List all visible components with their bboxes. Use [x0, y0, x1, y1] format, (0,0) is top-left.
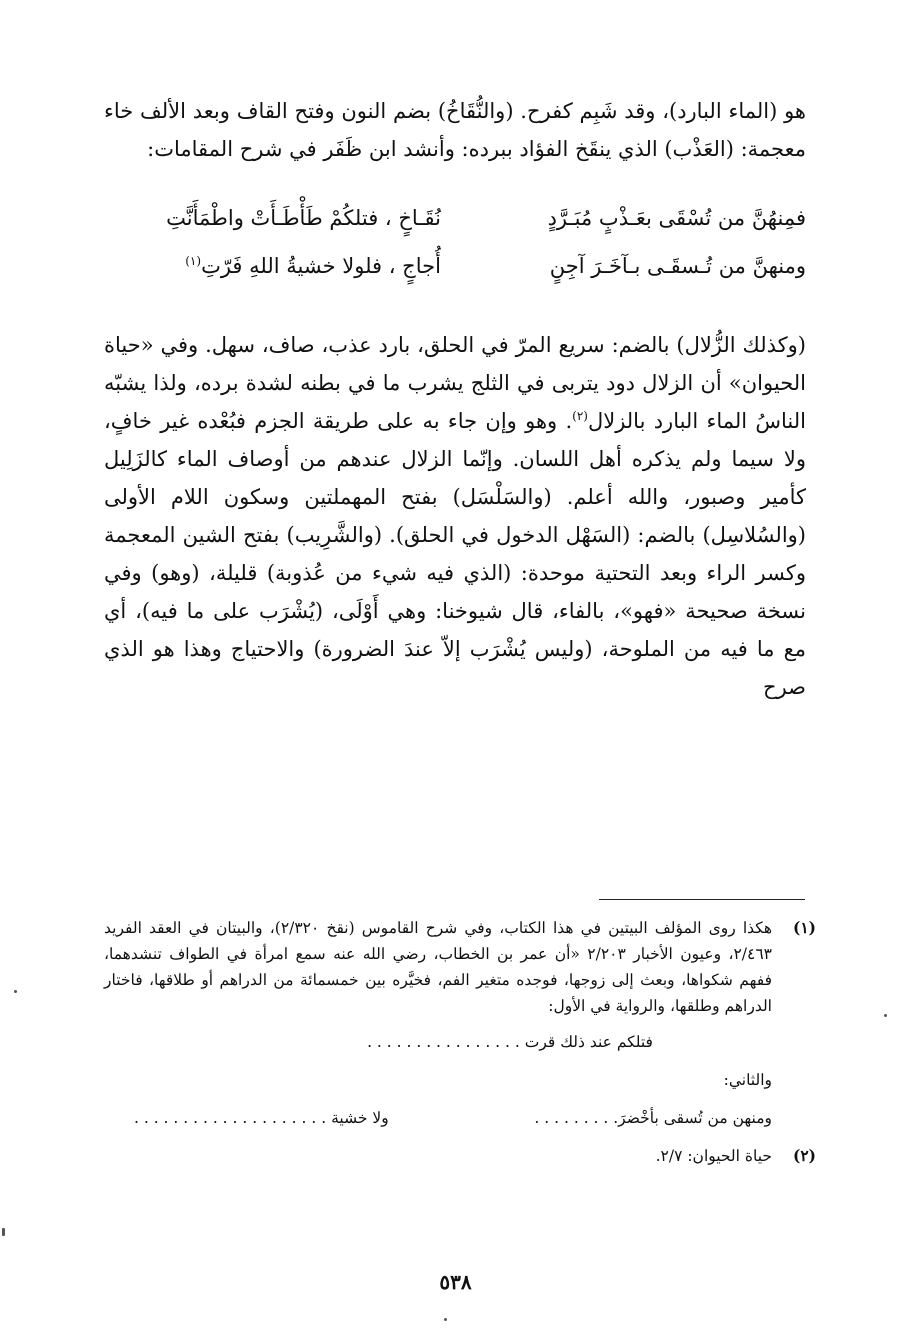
verse-1-hemistich-2: نُقَـاخٍ ، فتلكُمْ طَأْطَـأَتْ واطْمَأَنَّتِ: [166, 206, 441, 230]
verse-2-hemistich-1: ومنهنَّ من تُـسقَـى بـآخَـرَ آجِنٍ: [549, 254, 806, 278]
footnote-1-quote: فتلكم عند ذلك قرت . . . . . . . . . . . . . . . .: [367, 1033, 653, 1051]
footnote-1-second-verse: [104, 1105, 816, 1131]
footnotes: [104, 915, 816, 1169]
verse-line-1: [104, 194, 806, 242]
scan-speck: [444, 1318, 447, 1321]
verse-2-hemistich-2-wrap: [104, 242, 441, 290]
footnote-1-second-a: ومنهن من تُسقى بأخْضرَ. . . . . . . . .: [534, 1109, 772, 1127]
footnote-1-second-b: ولا خشية . . . . . . . . . . . . . . . . . . . .: [134, 1109, 389, 1127]
footnote-separator: [599, 899, 805, 900]
paragraph-2: [104, 326, 806, 706]
paragraph-1: هو (الماء البارد)، وقد شَبِم كفرح. (والنُّقَاخُ) بضم النون وفتح القاف وبعد الألف خاء معجمة: (العَذْب) الذي ينقَخ الفؤاد ببرده: وأنشد ابن ظَفَر في شرح المقامات:: [104, 99, 806, 161]
scan-speck: [14, 990, 17, 993]
scan-speck: [884, 1014, 887, 1017]
paragraph-2-part-a: (وكذلك الزُّلال) بالضم: سريع المرّ في الحلق، بارد عذب، صاف، سهل. وفي «حياة الحيوان» أن الزلال دود يتربى في الثلج يشرب ما في بطنه لشدة برده، ولذا يشبّه الناسُ الماء البارد بالزلال: [104, 333, 806, 433]
footnote-ref-1[interactable]: (١): [185, 254, 202, 268]
verse-1-hemistich-1: فمِنهُنَّ من تُسْقَى بعَـذْبٍ مُبَـرَّدٍ: [547, 206, 806, 230]
footnote-2-text: حياة الحيوان: ٢/٧.: [655, 1147, 772, 1165]
footnote-1-text: هكذا روى المؤلف البيتين في هذا الكتاب، وفي شرح القاموس (نقخ ٢/٣٢٠)، والبيتان في العقد الفريد ٢/٤٦٣، وعيون الأخبار ٢/٢٠٣ «أن عمر بن الخطاب، رضي الله عنه سمع امرأة في الطواف تنشدهما، ففهم شكواها، وبعث إلى زوجها، فوجده متغير الفم، فخيَّره بين خمسمائة من الدراهم أو طلاقها، فاختار الدراهم وطلقها، والرواية في الأول:: [104, 919, 772, 1015]
page-number: ٥٣٨: [439, 1270, 472, 1294]
footnote-1-second-label: والثاني:: [723, 1071, 772, 1089]
scan-speck: [2, 1228, 5, 1236]
paragraph-2-part-b: . وهو وإن جاء به على طريقة الجزم فبُعْده غير خافٍ، ولا سيما ولم يذكره أهل اللسان. وإنّما الزلال عندهم من أوصاف الماء كالزَلِيل كأمير وصبور، والله أعلم. (والسَلْسَل) بفتح المهملتين وسكون اللام الأولى (والسُلاسِل) بالضم: (السَهْل الدخول في الحلق). (والشَّرِيب) بفتح الشين المعجمة وكسر الراء وبعد التحتية موحدة: (الذي فيه شيء من عُذوبة) قليلة، (وهو) وفي نسخة صحيحة «فهو»، بالفاء، قال شيوخنا: وهي أَوْلَى، (يُشْرَب على ما فيه)، أي مع ما فيه من الملوحة، (وليس يُشْرَب إلاّ عندَ الضرورة) والاحتياج وهذا هو الذي صرح: [104, 409, 806, 699]
main-text: [104, 92, 806, 706]
verse-line-2: [104, 242, 806, 290]
verse-2-hemistich-2: أُجاجٍ ، فلولا خشيةُ اللهِ فَرّتِ: [201, 254, 441, 278]
footnote-2-number: (٢): [792, 1146, 816, 1165]
footnote-1-number: (١): [792, 918, 816, 937]
footnote-ref-2[interactable]: (٢): [572, 409, 588, 423]
footnote-1: [104, 915, 816, 1019]
poem-verses: [104, 194, 806, 290]
footnote-2: [104, 1143, 816, 1169]
